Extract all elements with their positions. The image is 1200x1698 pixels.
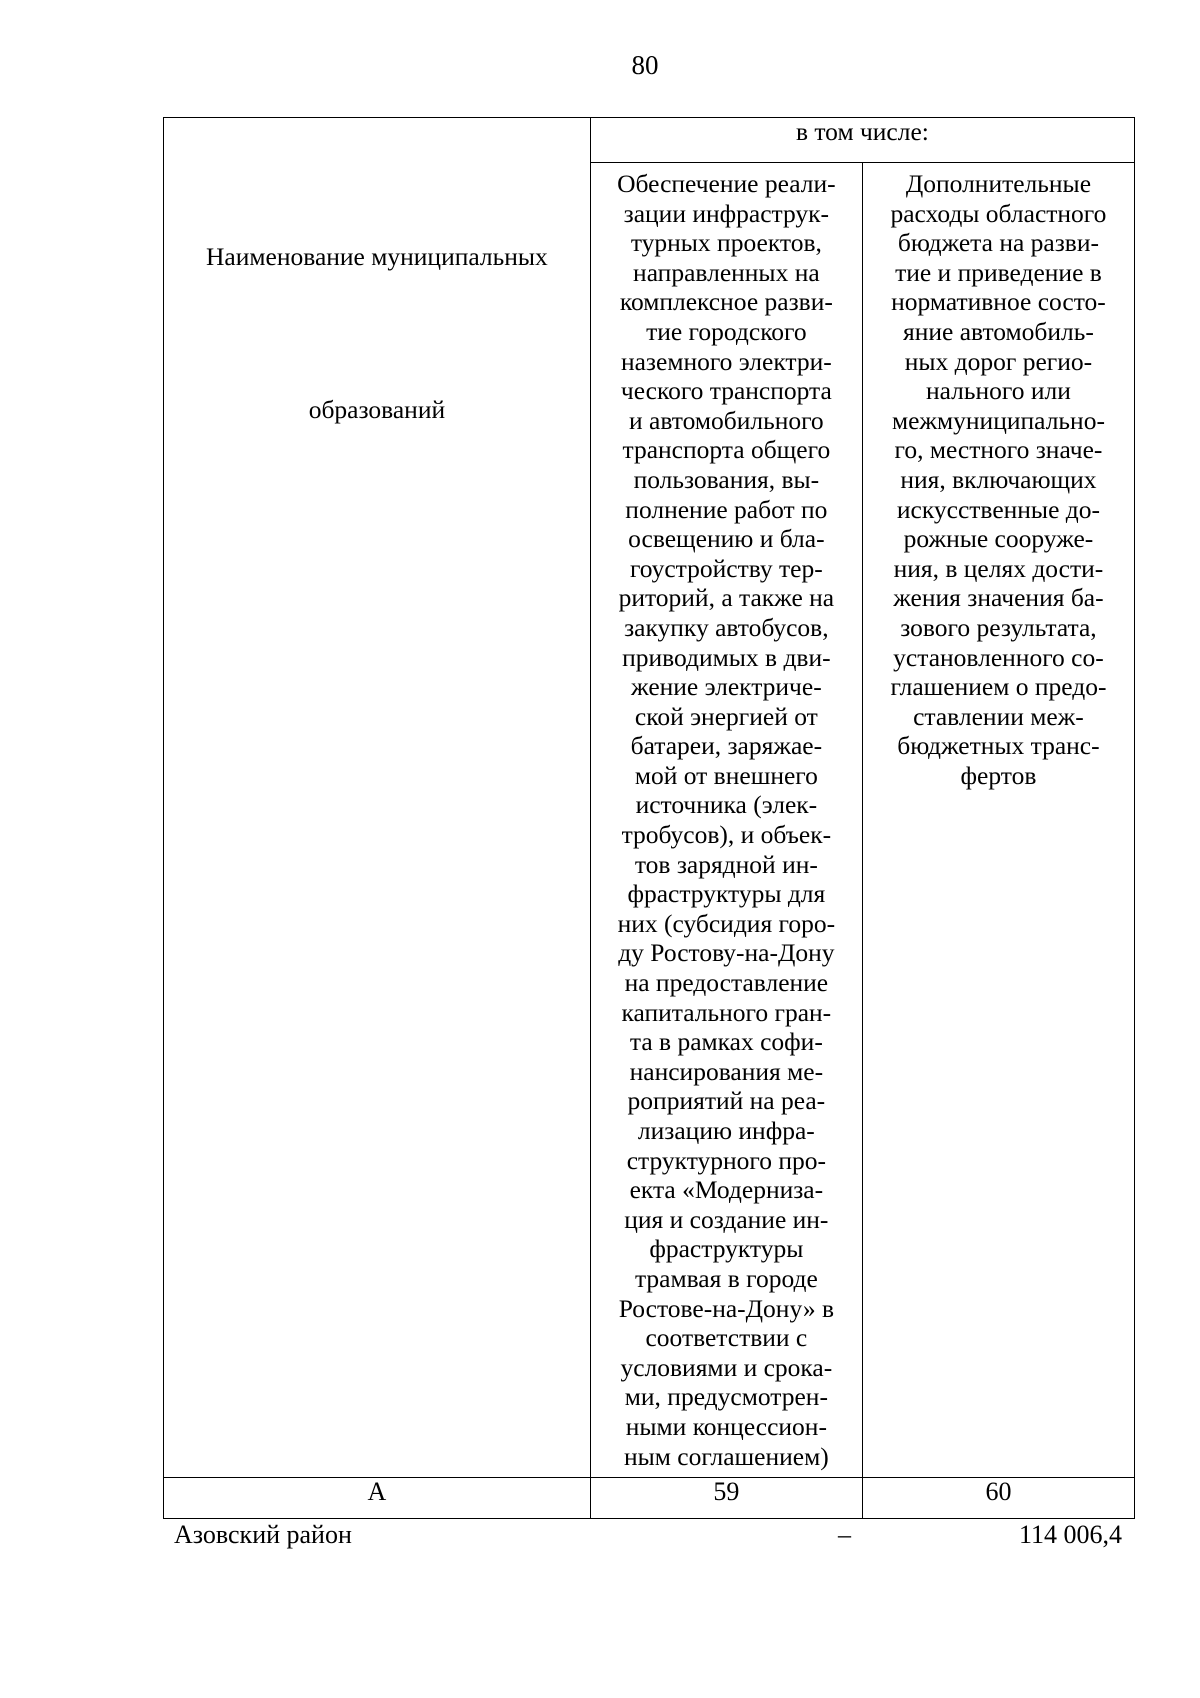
col60_header-line: нормативное состо- xyxy=(891,287,1106,317)
col60_header-line: жения значения ба- xyxy=(893,583,1104,613)
col59_header-line: тробусов), и объек- xyxy=(621,820,832,850)
col59_header-line: Обеспечение реали- xyxy=(617,169,836,198)
col60_header-line: бюджетных транс- xyxy=(897,731,1100,761)
col60_header-line: ния, включающих xyxy=(900,464,1097,494)
col59_header-line: трамвая в городе xyxy=(634,1263,818,1293)
col59_header-line: полнение работ по xyxy=(625,494,828,524)
name_header-line: образований xyxy=(308,395,446,424)
col59_header-line: ской энергией от xyxy=(634,701,818,731)
col59_header-line: направленных на xyxy=(633,257,820,287)
name_header-line: Наименование муниципальных xyxy=(206,242,548,271)
col59_header-line: условиями и срока- xyxy=(620,1352,833,1382)
col59_header-line: ми, предусмотрен- xyxy=(624,1382,828,1412)
col59_header-line: соответствии с xyxy=(645,1323,808,1353)
col59_header-line: них (субсидия горо- xyxy=(617,908,836,938)
group-header: в том числе: xyxy=(590,118,1134,163)
col60_header-line: фертов xyxy=(960,760,1037,790)
col59_header-line: фраструктуры xyxy=(649,1234,804,1264)
col59_header-line: тов зарядной ин- xyxy=(634,849,818,879)
col59_header-line: екта «Модерниза- xyxy=(629,1175,824,1205)
col60_header-line: расходы областного xyxy=(890,198,1107,228)
col59_header-line: та в рамках софи- xyxy=(629,1027,823,1057)
col59_header-line: закупку автобусов, xyxy=(624,612,829,642)
col59_header-line: жение электриче- xyxy=(631,672,822,702)
col59_header-line: ду Ростову-на-Дону xyxy=(618,938,835,968)
budget-table xyxy=(163,117,1135,1519)
col60_header-line: рожные сооруже- xyxy=(903,524,1094,554)
col59_header-line: зации инфраструк- xyxy=(623,198,830,228)
col60_header-line: искусственные до- xyxy=(896,494,1100,524)
col60_header-line: ных дорог регио- xyxy=(904,346,1093,376)
col59_header-line: гоустройству тер- xyxy=(629,553,823,583)
col59_header-line: и автомобильного xyxy=(629,405,824,435)
col59_header-line: ческого транспорта xyxy=(620,376,832,406)
municipality-name: Азовский район xyxy=(174,1520,352,1549)
col59_header-line: структурного про- xyxy=(626,1145,826,1175)
col60_header-line: ставлении меж- xyxy=(913,701,1084,731)
index-60: 60 xyxy=(862,1478,1134,1519)
index-59: 59 xyxy=(590,1478,862,1519)
col59_header-line: приводимых в дви- xyxy=(622,642,831,672)
col59_header-line: комплексное разви- xyxy=(619,287,833,317)
col59_header-line: лизацию инфра- xyxy=(637,1116,815,1145)
col59_header-line: капитального гран- xyxy=(621,997,832,1027)
col59_header-line: Ростове-на-Дону» в xyxy=(618,1293,835,1323)
col60_header-line: яние автомобиль- xyxy=(903,316,1094,346)
col59_header-line: ция и создание ин- xyxy=(624,1204,829,1234)
col59_header-line: риторий, а также на xyxy=(618,583,835,613)
index-a: А xyxy=(164,1478,591,1519)
col59_header-line: наземного электри- xyxy=(620,346,832,376)
col59_header-line: транспорта общего xyxy=(622,435,831,465)
col59_header-line: турных проектов, xyxy=(630,228,822,258)
col60_header-line: нального или xyxy=(925,376,1071,406)
col60_header-line: межмуниципально- xyxy=(891,405,1105,435)
col59_header-line: освещению и бла- xyxy=(628,524,825,554)
col59_header-line: ным соглашением) xyxy=(623,1441,829,1471)
value-60: 114 006,4 xyxy=(1018,1520,1122,1549)
col60_header-line: зового результата, xyxy=(900,612,1097,642)
table-row xyxy=(0,1518,1200,1552)
col59_header-line: на предоставление xyxy=(624,968,829,998)
col59_header-line: нансирования ме- xyxy=(629,1056,824,1086)
col60_header-line: Дополнительные xyxy=(905,169,1092,198)
page-number: 80 xyxy=(631,50,659,80)
value-59: – xyxy=(838,1520,851,1549)
col-59-header xyxy=(590,163,862,1478)
col60_header-line: установленного со- xyxy=(893,642,1104,672)
col59_header-line: пользования, вы- xyxy=(633,464,820,494)
col60_header-line: ния, в целях дости- xyxy=(893,553,1104,583)
col60_header-line: глашением о предо- xyxy=(890,672,1107,702)
col-60-header xyxy=(862,163,1134,1478)
col59_header-line: фраструктуры для xyxy=(627,879,826,909)
col59_header-line: мой от внешнего xyxy=(634,760,818,790)
col59_header-line: батареи, заряжае- xyxy=(630,731,823,761)
col59_header-line: источника (элек- xyxy=(635,790,818,820)
col60_header-line: тие и приведение в xyxy=(895,257,1102,287)
municipality-name-header xyxy=(164,118,591,1478)
col60_header-line: бюджета на разви- xyxy=(897,228,1099,258)
col60_header-line: го, местного значе- xyxy=(894,435,1103,465)
col59_header-line: роприятий на реа- xyxy=(627,1086,826,1116)
col59_header-line: тие городского xyxy=(646,316,807,346)
col59_header-line: ными концессион- xyxy=(625,1411,827,1441)
